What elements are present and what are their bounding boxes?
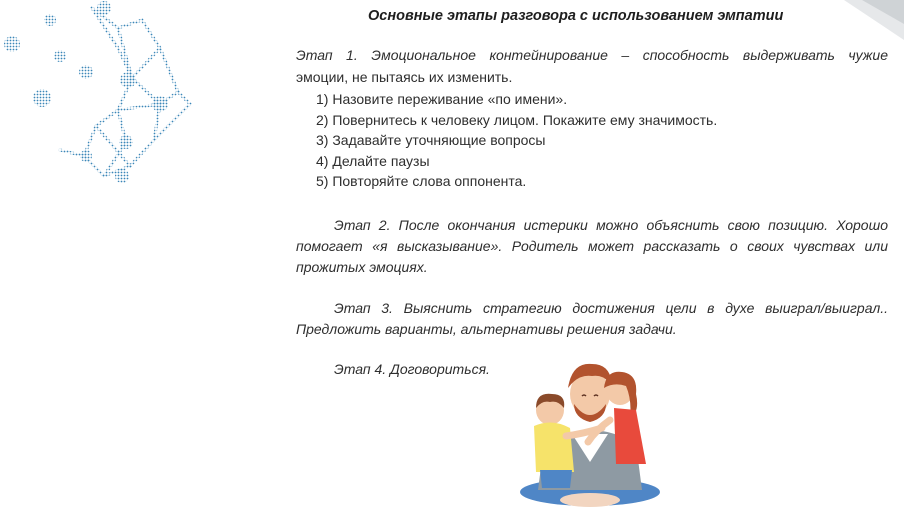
stage2-line3: прожитых эмоциях. [296, 259, 428, 275]
stage2-line2: помогает «я высказывание». Родитель может рассказать о своих чувствах или [296, 238, 888, 254]
list-item: 2) Повернитесь к человеку лицом. Покажите ему значимость. [316, 111, 718, 128]
dotted-network-icon [0, 0, 210, 200]
stage2-line1: Этап 2. После окончания истерики можно объяснить свою позицию. Хорошо [334, 217, 888, 233]
stage1-line2: эмоции, не пытаясь их изменить. [296, 69, 513, 85]
page-title: Основные этапы разговора с использованием эмпатии [368, 8, 784, 24]
stage4-line1: Этап 4. Договориться. [334, 361, 490, 377]
stage3-line1: Этап 3. Выяснить стратегию достижения цели в духе выиграл/выиграл.. [334, 300, 888, 316]
stage1-steps-list [316, 89, 717, 192]
list-item: 5) Повторяйте слова оппонента. [316, 173, 527, 189]
stage3-line2: Предложить варианты, альтернативы решения задачи. [296, 321, 677, 337]
family-hug-illustration [514, 352, 666, 508]
list-item: 4) Делайте паузы [316, 152, 430, 169]
corner-ribbon-icon [824, 0, 904, 40]
stage1-line1: Этап 1. Эмоциональное контейнирование – способность выдерживать чужие [296, 47, 888, 63]
list-item: 3) Задавайте уточняющие вопросы [316, 132, 546, 148]
list-item: 1) Назовите переживание «по имени». [316, 91, 568, 107]
